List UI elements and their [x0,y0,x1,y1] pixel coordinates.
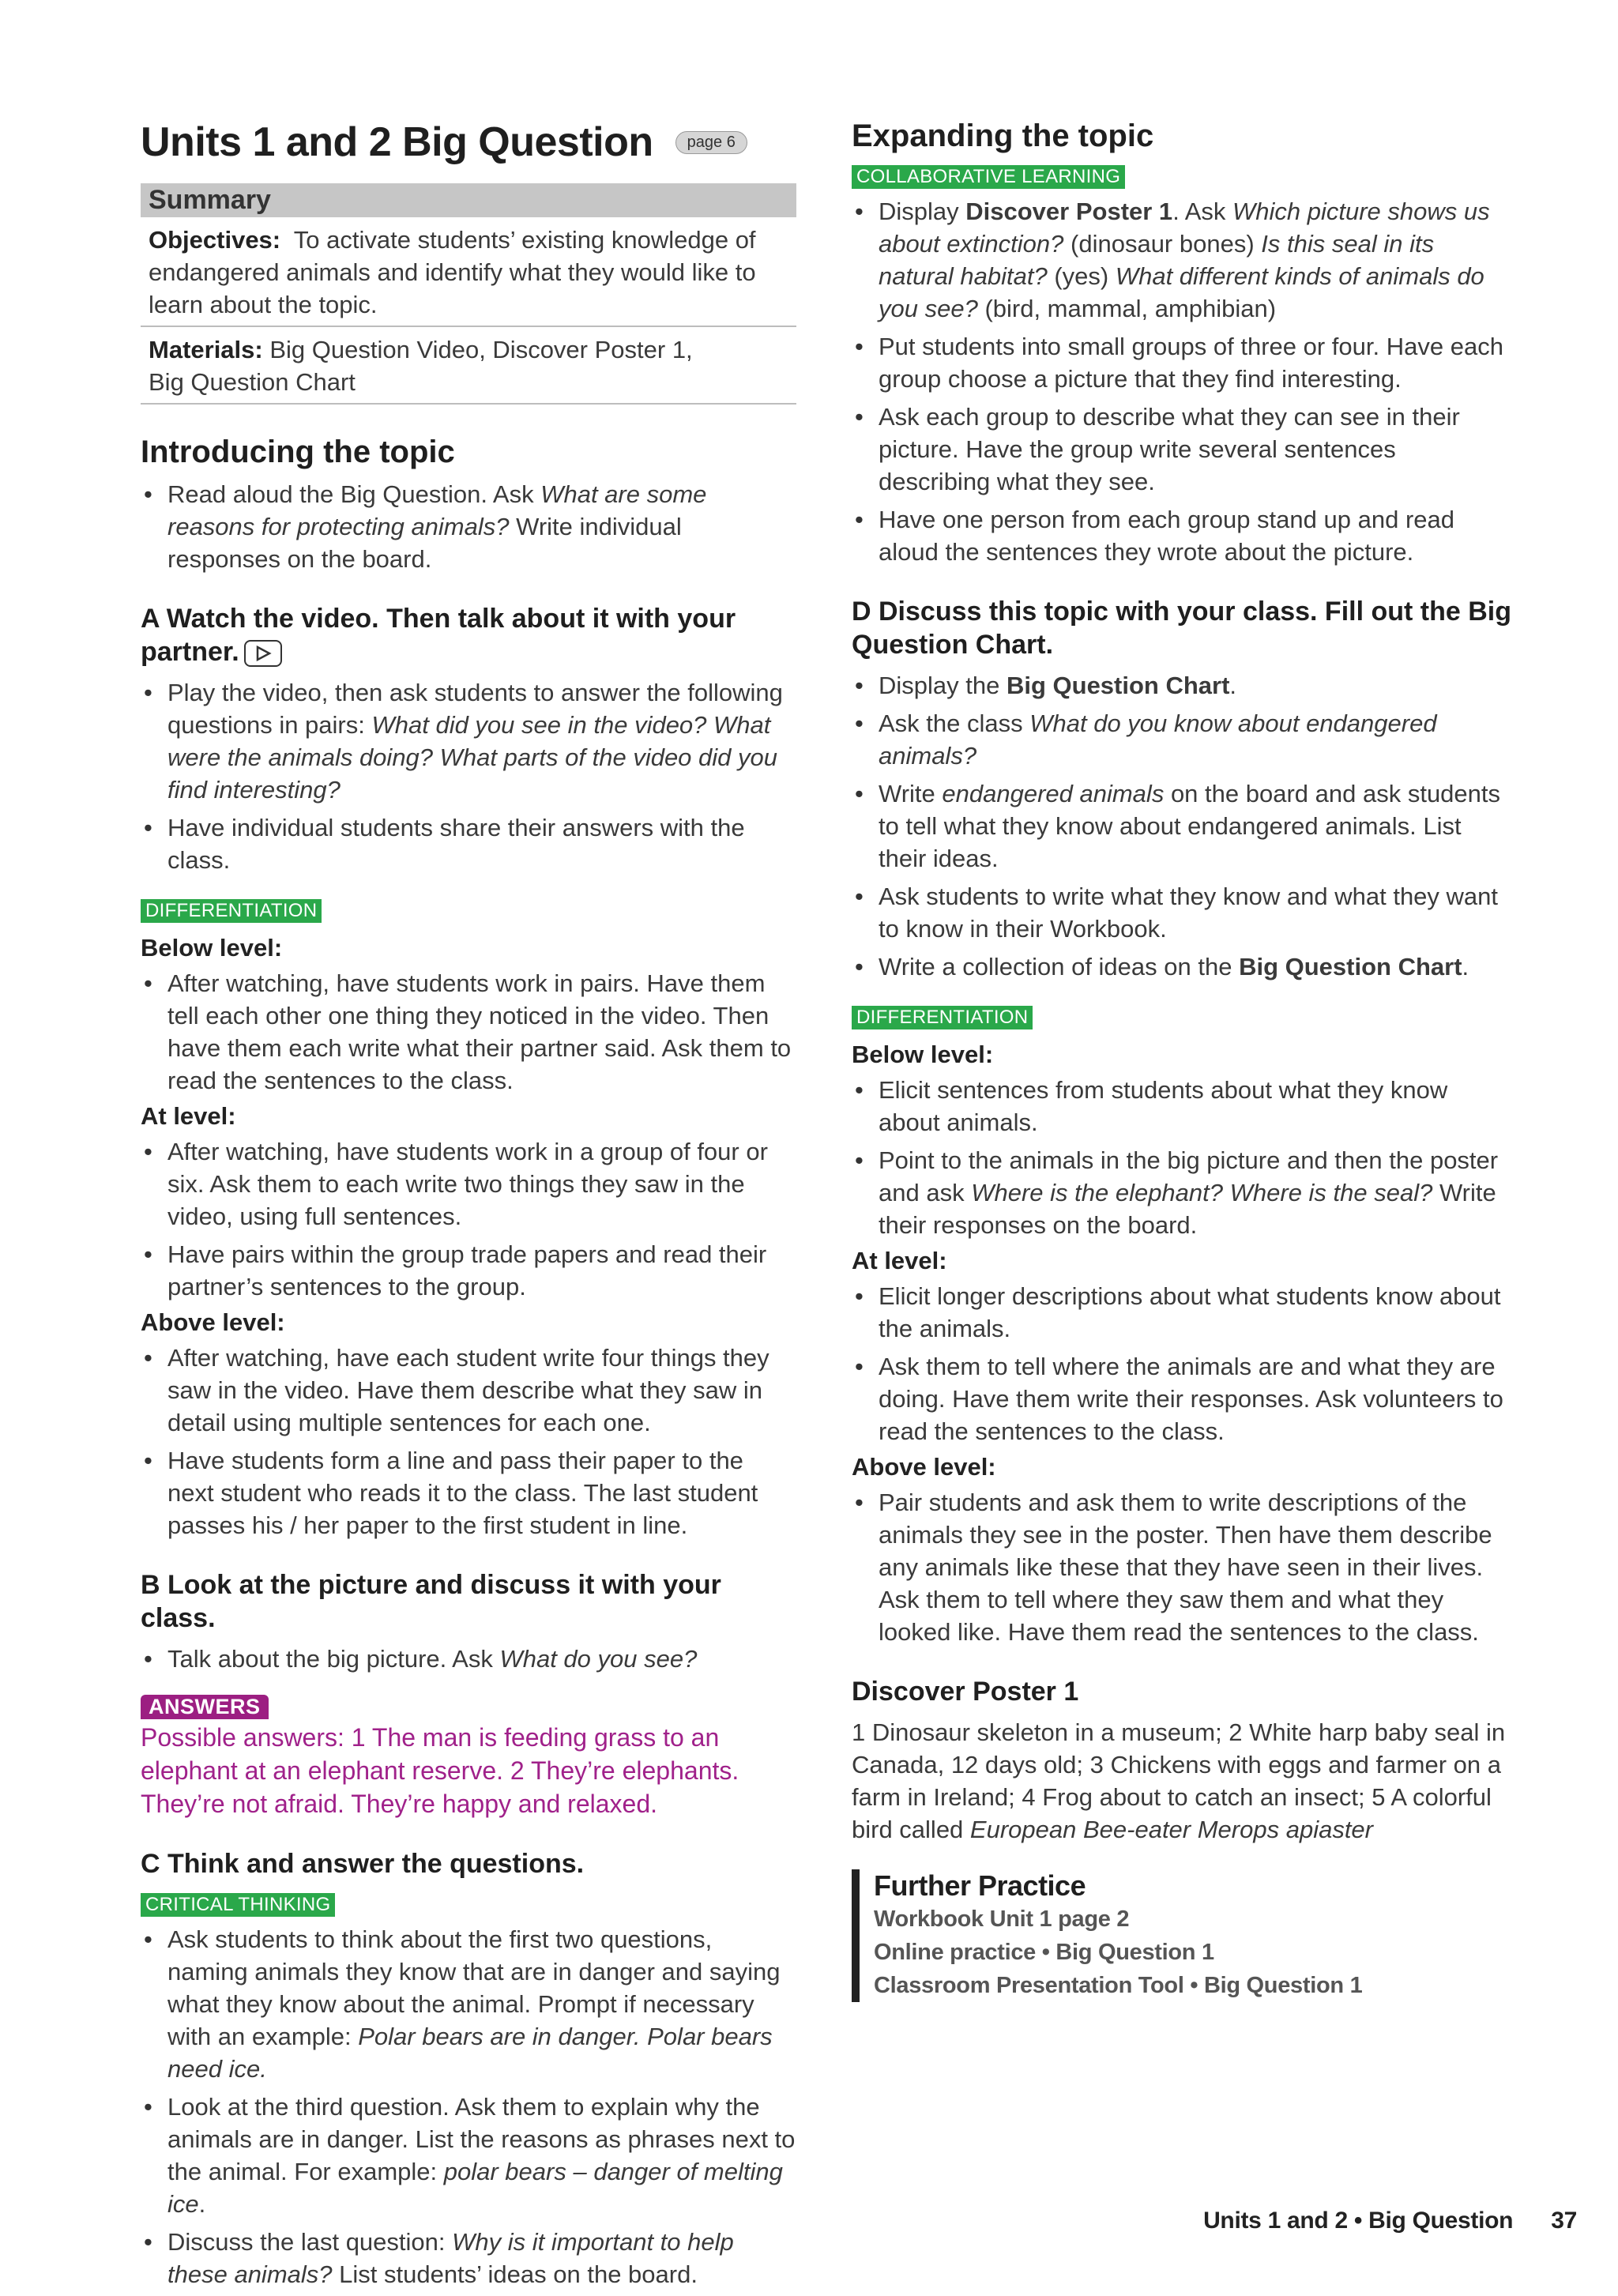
list-item: • Pair students and ask them to write descriptions of the animals they see in the poster. Then have them describe any animals like these that they have seen in their lives. Ask them to tell where they saw them and what they looked like. Have them read the sentences to the class. [852,1486,1511,1648]
list-item: • Ask each group to describe what they can see in their picture. Have the group write several sentences describing what they see. [852,401,1511,498]
answers-text: Possible answers: 1 The man is feeding grass to an elephant at an elephant reserve. 2 They’re elephants. They’re not afraid. They’re happy and relaxed. [141,1723,739,1818]
above-level-list [852,1486,1511,1648]
list-item: • Discuss the last question: Why is it important to help these animals? List students’ ideas on the board. [141,2226,796,2290]
section-a-heading: A Watch the video. Then talk about it with your partner. [141,604,736,667]
list-item: • Look at the third question. Ask them to explain why the animals are in danger. List the reasons as phrases next to the animal. For example: polar bears – danger of melting ice. [141,2091,796,2220]
section-d-heading: D Discuss this topic with your class. Fill out the Big Question Chart. [852,597,1512,660]
list-item: • Have pairs within the group trade papers and read their partner’s sentences to the group. [141,1238,796,1303]
list-item: • Elicit sentences from students about what they know about animals. [852,1074,1511,1139]
below-level-list [141,967,796,1097]
further-practice-item: Classroom Presentation Tool • Big Question 1 [874,1973,1363,1998]
objectives-text: To activate students’ existing knowledge of endangered animals and identify what they would like to learn about the topic. [149,226,756,318]
further-practice-item: Online practice • Big Question 1 [874,1940,1214,1965]
list-item: • After watching, have each student write four things they saw in the video. Have them describe what they saw in detail using multiple sentences for each one. [141,1342,796,1439]
list-item: • Ask students to think about the first two questions, naming animals they know that are in danger and saying what they know about the animal. Prompt if necessary with an example: Polar bears are in danger. Polar bears need ice. [141,1923,796,2085]
list-item: • Write a collection of ideas on the Big Question Chart. [852,950,1511,983]
section-b-heading: B Look at the picture and discuss it with your class. [141,1570,721,1633]
materials-row [141,326,796,403]
list-item: • Ask students to write what they know and what they want to know in their Workbook. [852,880,1511,945]
summary-box [141,183,796,405]
page-number: 37 [1551,2208,1577,2234]
introducing-list [141,478,796,575]
list-item: • Display the Big Question Chart. [852,669,1511,702]
introducing-heading: Introducing the topic [141,435,455,469]
list-item: • Display Discover Poster 1. Ask Which picture shows us about extinction? (dinosaur bones) Is this seal in its natural habitat? (yes) What different kinds of animals do you see? (bird, mammal, amphibian) [852,195,1511,325]
above-level-label: Above level: [141,1308,285,1336]
list-item: • Read aloud the Big Question. Ask What are some reasons for protecting animals? Write individual responses on the board. [141,478,796,575]
discover-poster-heading: Discover Poster 1 [852,1677,1079,1707]
expanding-heading: Expanding the topic [852,119,1154,153]
page-footer [1203,2208,1577,2234]
section-d-list [852,669,1511,983]
list-item: • Ask the class What do you know about endangered animals? [852,707,1511,772]
list-item: • After watching, have students work in a group of four or six. Ask them to each write two things they saw in the video, using full sentences. [141,1135,796,1233]
list-item: • After watching, have students work in pairs. Have them tell each other one thing they noticed in the video. Then have them each write what their partner said. Ask them to read the sentences to the class. [141,967,796,1097]
left-column [141,119,796,2296]
list-item: • Talk about the big picture. Ask What do you see? [141,1643,796,1675]
section-b-list [141,1643,796,1675]
list-item: • Write endangered animals on the board and ask students to tell what they know about endangered animals. List their ideas. [852,777,1511,875]
at-level-list [141,1135,796,1303]
list-item: • Have one person from each group stand up and read aloud the sentences they wrote about the picture. [852,503,1511,568]
answers-tag: ANSWERS [141,1695,269,1719]
page-title: Units 1 and 2 Big Question [141,119,653,165]
discover-poster-text: 1 Dinosaur skeleton in a museum; 2 White harp baby seal in Canada, 12 days old; 3 Chickens with eggs and farmer on a farm in Ireland; 4 Frog about to catch an insect; 5 A colorful bird called European Bee-eater Merops apiaster [852,1718,1506,1843]
list-item: • Put students into small groups of three or four. Have each group choose a picture that they find interesting. [852,330,1511,395]
list-item: • Have students form a line and pass their paper to the next student who reads it to the class. The last student passes his / her paper to the first student in line. [141,1444,796,1541]
materials-text: Big Question Video, Discover Poster 1, [269,336,693,363]
below-level-label: Below level: [141,934,283,962]
further-practice-title: Further Practice [874,1869,1086,1902]
list-item: • Play the video, then ask students to answer the following questions in pairs: What did you see in the video? What were the animals doing? What parts of the video did you find interesting? [141,676,796,806]
summary-heading: Summary [141,183,796,217]
materials-label: Materials: [149,336,263,363]
section-c-heading: C Think and answer the questions. [141,1849,585,1879]
objectives-label: Objectives: [149,226,281,254]
further-practice-box [852,1869,1511,2002]
at-level-label: At level: [141,1102,236,1130]
play-video-icon[interactable] [244,640,282,667]
right-column [852,119,1511,2002]
above-level-list [141,1342,796,1541]
further-practice-item: Workbook Unit 1 page 2 [874,1906,1130,1932]
objectives-row [141,217,796,326]
materials-text-2: Big Question Chart [149,368,356,396]
below-level-label: Below level: [852,1041,994,1068]
at-level-list [852,1280,1511,1447]
below-level-list [852,1074,1511,1241]
at-level-label: At level: [852,1247,947,1274]
list-item: • Elicit longer descriptions about what students know about the animals. [852,1280,1511,1345]
footer-label: Units 1 and 2 • Big Question [1203,2208,1514,2234]
list-item: • Have individual students share their answers with the class. [141,811,796,876]
list-item: • Ask them to tell where the animals are and what they are doing. Have them write their responses. Ask volunteers to read the sentences to the class. [852,1350,1511,1447]
above-level-label: Above level: [852,1453,996,1481]
unit-title-row [141,119,796,166]
collaborative-learning-tag: COLLABORATIVE LEARNING [852,165,1125,189]
critical-thinking-tag: CRITICAL THINKING [141,1893,335,1917]
page-reference-badge: page 6 [675,131,747,154]
section-c-list [141,1923,796,2290]
differentiation-tag: DIFFERENTIATION [141,899,322,923]
differentiation-tag: DIFFERENTIATION [852,1006,1033,1029]
list-item: • Point to the animals in the big picture and then the poster and ask Where is the elephant? Where is the seal? Write their responses on the board. [852,1144,1511,1241]
expanding-list [852,195,1511,568]
section-a-list [141,676,796,876]
